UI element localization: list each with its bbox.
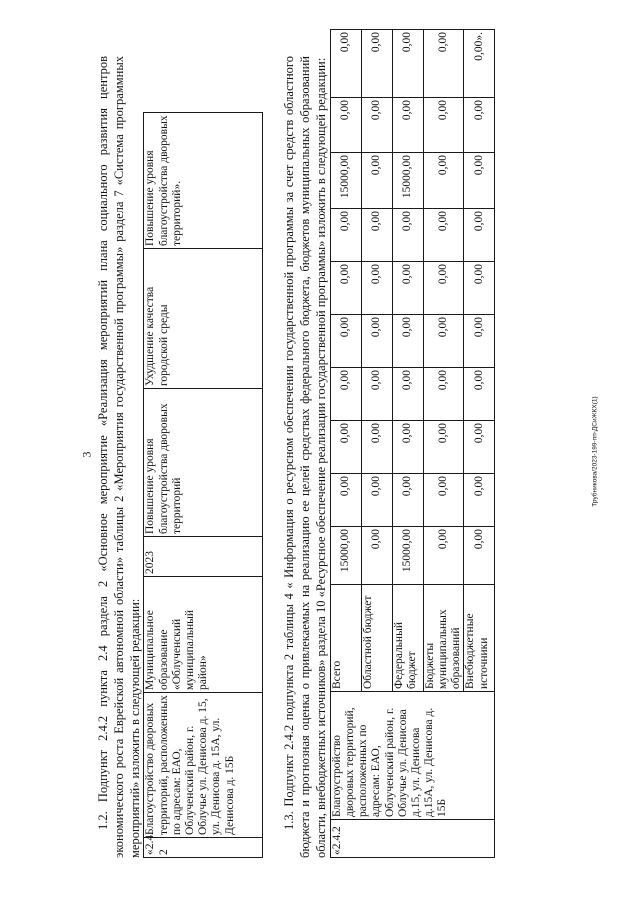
value-cell: 0,00 [423, 474, 464, 527]
value-cell: 0,00 [361, 262, 392, 315]
value-cell: 0,00 [423, 30, 464, 98]
page-number: 3 [79, 451, 94, 458]
value-cell: 0,00 [464, 421, 495, 474]
source-label: Внебюджетные источники [464, 585, 495, 692]
value-cell: 0,00 [423, 421, 464, 474]
value-cell: 0,00 [361, 368, 392, 421]
value-cell: 0,00 [392, 98, 423, 153]
value-cell: 0,00 [361, 315, 392, 368]
source-label: Бюджеты муниципальных образований [423, 585, 464, 692]
row-number: «2.4.2 [330, 820, 495, 858]
value-cell: 0,00 [464, 527, 495, 585]
value-cell: 0,00 [423, 315, 464, 368]
document-footer: Трубникова/2023-199-пп-ДСиЖКХ(1) [591, 396, 599, 507]
table-row [144, 113, 263, 858]
value-cell: 0,00 [361, 153, 392, 209]
value-cell: 0,00 [423, 527, 464, 585]
value-cell: 0,00 [330, 98, 361, 153]
value-cell: 0,00 [361, 30, 392, 98]
value-cell: 0,00 [423, 209, 464, 262]
value-cell: 0,00 [464, 153, 495, 209]
value-cell: 0,00 [361, 421, 392, 474]
value-cell: 0,00 [330, 421, 361, 474]
value-cell: 0,00 [330, 315, 361, 368]
value-cell: 0,00». [464, 30, 495, 98]
expected-result: Повышение уровня благоустройства дворовых территорий [144, 389, 263, 537]
value-cell: 0,00 [330, 262, 361, 315]
value-cell: 0,00 [330, 368, 361, 421]
executor: Муниципальное образование «Облученский муниципальный район» [144, 577, 263, 693]
source-label: Всего [330, 585, 361, 692]
value-cell: 0,00 [464, 98, 495, 153]
value-cell: 0,00 [361, 98, 392, 153]
value-cell: 0,00 [361, 209, 392, 262]
rotated-content [96, 32, 548, 858]
value-cell: 0,00 [392, 421, 423, 474]
value-cell: 0,00 [423, 368, 464, 421]
table-row [330, 30, 361, 858]
value-cell: 0,00 [464, 368, 495, 421]
resources-table [330, 29, 496, 858]
year: 2023 [144, 537, 263, 577]
value-cell: 0,00 [361, 527, 392, 585]
consequence: Ухудшение качества городской среды [144, 249, 263, 389]
value-cell: 15000,00 [392, 153, 423, 209]
value-cell: 15000,00 [392, 527, 423, 585]
value-cell: 15000,00 [330, 153, 361, 209]
section-1-2-paragraph: 1.2. Подпункт 2.4.2 пункта 2.4 раздела 2 «Основное мероприятие «Реализация мероприятий плана социального развития центров экономического роста Еврейской автономной области» таблицы 2 «Мероприятия государственной программы» раздела 7 «Система программных мероприятий» изложить в следующей редакции: [96, 56, 142, 858]
value-cell: 0,00 [392, 30, 423, 98]
value-cell: 0,00 [392, 474, 423, 527]
value-cell: 0,00 [464, 209, 495, 262]
indicator-link: Повышение уровня благоустройства дворовых территорий». [144, 113, 263, 249]
value-cell: 0,00 [330, 474, 361, 527]
row-number: «2.4. 2 [144, 838, 263, 858]
value-cell: 0,00 [330, 209, 361, 262]
measure-name: Благоустройство дворовых территорий, расположенных по адресам: ЕАО, Облученский район, г. Облучье ул. Денисова д. 15, ул. Денисова д. 15А, ул. Денисова д. 15Б [144, 693, 263, 838]
value-cell: 0,00 [392, 209, 423, 262]
value-cell: 0,00 [361, 474, 392, 527]
value-cell: 0,00 [464, 315, 495, 368]
value-cell: 0,00 [423, 262, 464, 315]
value-cell: 0,00 [423, 98, 464, 153]
value-cell: 0,00 [392, 315, 423, 368]
value-cell: 0,00 [392, 262, 423, 315]
value-cell: 0,00 [330, 30, 361, 98]
measures-table [143, 112, 263, 858]
source-label: Федеральный бюджет [392, 585, 423, 692]
measure-name: Благоустройство дворовых территорий, расположенных по адресам: ЕАО, Облученский район, г. Облучье ул. Денисова д.15, ул. Денисова д.15А, ул. Денисова д. 15Б [330, 692, 495, 820]
value-cell: 15000,00 [330, 527, 361, 585]
value-cell: 0,00 [423, 153, 464, 209]
value-cell: 0,00 [464, 474, 495, 527]
source-label: Областной бюджет [361, 585, 392, 692]
value-cell: 0,00 [392, 368, 423, 421]
section-1-3-paragraph: 1.3. Подпункт 2.4.2 подпункта 2 таблицы 4 « Информация о ресурсном обеспечении государственной программы за счет средств областного бюджета и прогнозная оценка о привлекаемых на реализацию ее целей средствах федерального бюджета, бюджетов муниципальных образований области, внебюджетных источников» раздела 10 «Ресурсное обеспечение реализации государственной программы» изложить в следующей редакции: [282, 56, 328, 858]
value-cell: 0,00 [464, 262, 495, 315]
